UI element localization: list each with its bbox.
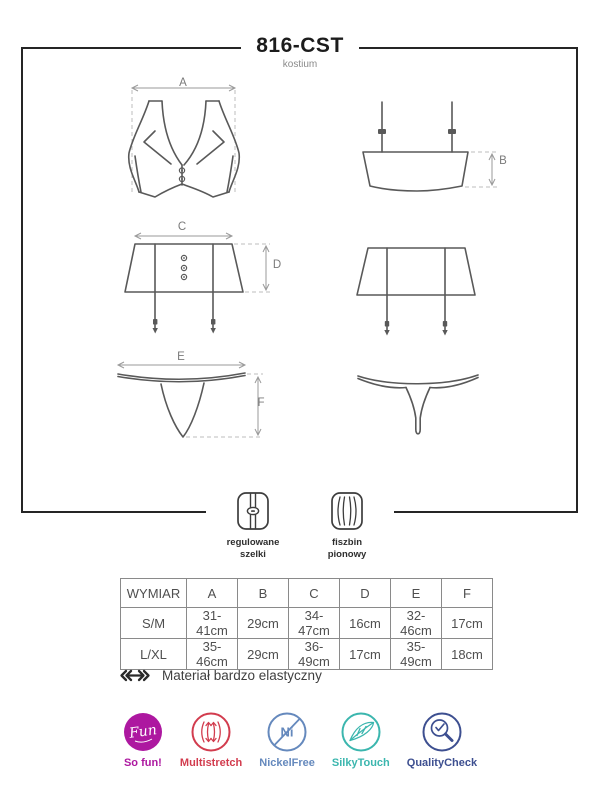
top-front-sketch — [95, 77, 295, 212]
size-cell: S/M — [121, 608, 187, 639]
size-cell: 32-46cm — [391, 608, 442, 639]
badge-multistretch — [180, 712, 242, 769]
header — [241, 34, 359, 70]
garter-back-sketch — [340, 215, 490, 340]
badge-so-fun — [123, 712, 163, 769]
badge-label: QualityCheck — [406, 757, 478, 769]
feature-vertical-boning — [314, 492, 380, 562]
size-cell: 31-41cm — [187, 608, 238, 639]
dimension-label-d: D — [272, 259, 282, 271]
dimension-label-e: E — [177, 351, 185, 363]
size-cell: 16cm — [340, 608, 391, 639]
size-cell: 35-49cm — [391, 639, 442, 670]
adjustable-straps-icon — [237, 492, 269, 530]
top-front-drawing — [95, 80, 295, 212]
size-table-header: F — [442, 579, 493, 608]
badge-row — [0, 712, 600, 769]
multistretch-badge-icon — [191, 712, 231, 752]
page-title: 816-CST — [256, 34, 344, 57]
garter-front-drawing — [100, 215, 290, 340]
size-table-header: B — [238, 579, 289, 608]
size-table-header: WYMIAR — [121, 579, 187, 608]
badge-label: SilkyTouch — [331, 757, 390, 769]
nickel-free-badge-icon — [267, 712, 307, 752]
badge-label: Multistretch — [179, 757, 243, 769]
thong-front-sketch — [95, 350, 280, 472]
svg-text:Fun: Fun — [128, 722, 158, 742]
top-back-drawing — [330, 80, 510, 212]
size-table-header: C — [289, 579, 340, 608]
garter-back-drawing — [340, 215, 490, 340]
dimension-label-f: F — [257, 397, 265, 409]
page-subtitle: kostium — [282, 59, 318, 70]
size-table-header: E — [391, 579, 442, 608]
feature-adjustable-straps — [220, 492, 286, 562]
size-table-header: A — [187, 579, 238, 608]
badge-silky-touch — [332, 712, 390, 769]
size-cell: 36-49cm — [289, 639, 340, 670]
size-cell: 29cm — [238, 608, 289, 639]
feature-label: regulowane szelki — [226, 537, 280, 561]
fun-badge-icon — [123, 712, 163, 752]
quality-check-badge-icon — [422, 712, 462, 752]
badge-label: So fun! — [123, 757, 162, 769]
garter-front-sketch — [100, 215, 290, 340]
vertical-boning-icon — [331, 492, 363, 530]
silky-touch-badge-icon — [341, 712, 381, 752]
thong-back-sketch — [340, 350, 500, 472]
size-cell: 18cm — [442, 639, 493, 670]
feature-label: fiszbin pionowy — [327, 537, 367, 561]
size-cell: 17cm — [340, 639, 391, 670]
feature-icons — [206, 492, 394, 562]
thong-front-drawing — [95, 350, 280, 472]
size-table-header-row — [121, 579, 493, 608]
top-back-sketch — [330, 80, 510, 212]
badge-nickel-free — [259, 712, 315, 769]
size-cell: 17cm — [442, 608, 493, 639]
size-cell: 29cm — [238, 639, 289, 670]
size-table-header: D — [340, 579, 391, 608]
stretch-arrows-icon — [117, 669, 153, 682]
size-table — [120, 578, 493, 670]
dimension-label-a: A — [179, 77, 187, 89]
badge-quality-check — [407, 712, 477, 769]
dimension-label-b: B — [499, 155, 507, 167]
size-cell: L/XL — [121, 639, 187, 670]
material-note-text: Materiał bardzo elastyczny — [162, 668, 322, 683]
thong-back-drawing — [340, 350, 500, 472]
dimension-label-c: C — [177, 221, 187, 233]
size-cell: 35-46cm — [187, 639, 238, 670]
size-cell: 34-47cm — [289, 608, 340, 639]
size-table-row-lxl — [121, 639, 493, 670]
badge-label: NickelFree — [259, 757, 315, 769]
material-note — [117, 668, 322, 683]
size-table-row-sm — [121, 608, 493, 639]
svg-text:Ni: Ni — [280, 724, 294, 740]
